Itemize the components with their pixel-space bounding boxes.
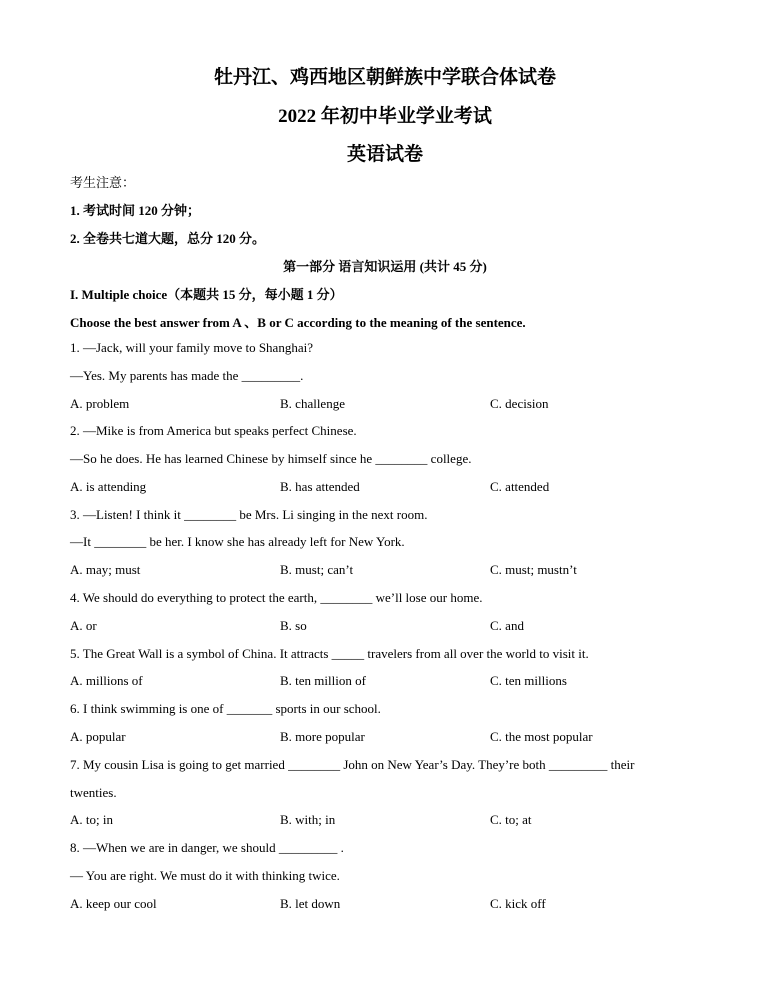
option-c: C. kick off — [490, 896, 546, 911]
question-line: —So he does. He has learned Chinese by himself since he ________ college. — [70, 451, 472, 466]
answer-options — [70, 396, 710, 414]
question-line: 6. I think swimming is one of _______ sports in our school. — [70, 701, 381, 716]
option-c: C. decision — [490, 396, 549, 411]
notice-heading: 考生注意： — [70, 175, 136, 190]
question-line: 5. The Great Wall is a symbol of China. It attracts _____ travelers from all over the world to visit it. — [70, 646, 589, 661]
question-line: 2. —Mike is from America but speaks perfect Chinese. — [70, 423, 357, 438]
option-c: C. ten millions — [490, 673, 567, 688]
option-b: B. more popular — [280, 729, 365, 744]
notice-item: 1. 考试时间 120 分钟； — [70, 203, 201, 218]
question-line: —Yes. My parents has made the _________. — [70, 368, 304, 383]
answer-options — [70, 479, 710, 497]
option-a: A. or — [70, 618, 97, 633]
option-b: B. must; can’t — [280, 562, 354, 577]
option-b: B. so — [280, 618, 307, 633]
option-a: A. millions of — [70, 673, 143, 688]
option-a: A. problem — [70, 396, 130, 411]
question-line: twenties. — [70, 785, 117, 800]
option-c: C. to; at — [490, 812, 532, 827]
section-heading: I. Multiple choice（本题共 15 分，每小题 1 分） — [70, 287, 343, 302]
option-c: C. and — [490, 618, 524, 633]
question-line: 1. —Jack, will your family move to Shanghai? — [70, 340, 313, 355]
answer-options — [70, 896, 710, 914]
answer-options — [70, 562, 710, 580]
option-b: B. ten million of — [280, 673, 366, 688]
option-a: A. keep our cool — [70, 896, 157, 911]
option-a: A. may; must — [70, 562, 141, 577]
answer-options — [70, 673, 710, 691]
question-line: 7. My cousin Lisa is going to get married ________ John on New Year’s Day. They’re both _________ their — [70, 757, 635, 772]
question-line: 3. —Listen! I think it ________ be Mrs. Li singing in the next room. — [70, 507, 428, 522]
answer-options — [70, 618, 710, 636]
question-line: 4. We should do everything to protect the earth, ________ we’ll lose our home. — [70, 590, 483, 605]
answer-options — [70, 729, 710, 747]
option-c: C. attended — [490, 479, 550, 494]
answer-options — [70, 812, 710, 830]
option-a: A. popular — [70, 729, 126, 744]
option-b: B. with; in — [280, 812, 336, 827]
question-line: — You are right. We must do it with thinking twice. — [70, 868, 340, 883]
option-b: B. challenge — [280, 396, 345, 411]
exam-title-3: 英语试卷 — [346, 144, 423, 165]
option-a: A. to; in — [70, 812, 113, 827]
exam-title-1: 牡丹江、鸡西地区朝鲜族中学联合体试卷 — [213, 67, 556, 88]
exam-title-2: 2022 年初中毕业学业考试 — [278, 106, 492, 127]
option-b: B. has attended — [280, 479, 360, 494]
section-instruction: Choose the best answer from A 、B or C according to the meaning of the sentence. — [70, 315, 526, 330]
option-b: B. let down — [280, 896, 341, 911]
option-c: C. the most popular — [490, 729, 593, 744]
option-a: A. is attending — [70, 479, 147, 494]
part-title: 第一部分 语言知识运用 (共计 45 分) — [283, 259, 487, 274]
question-line: —It ________ be her. I know she has already left for New York. — [70, 534, 405, 549]
option-c: C. must; mustn’t — [490, 562, 577, 577]
question-line: 8. —When we are in danger, we should _________ . — [70, 840, 344, 855]
notice-item: 2. 全卷共七道大题，总分 120 分。 — [70, 231, 266, 246]
